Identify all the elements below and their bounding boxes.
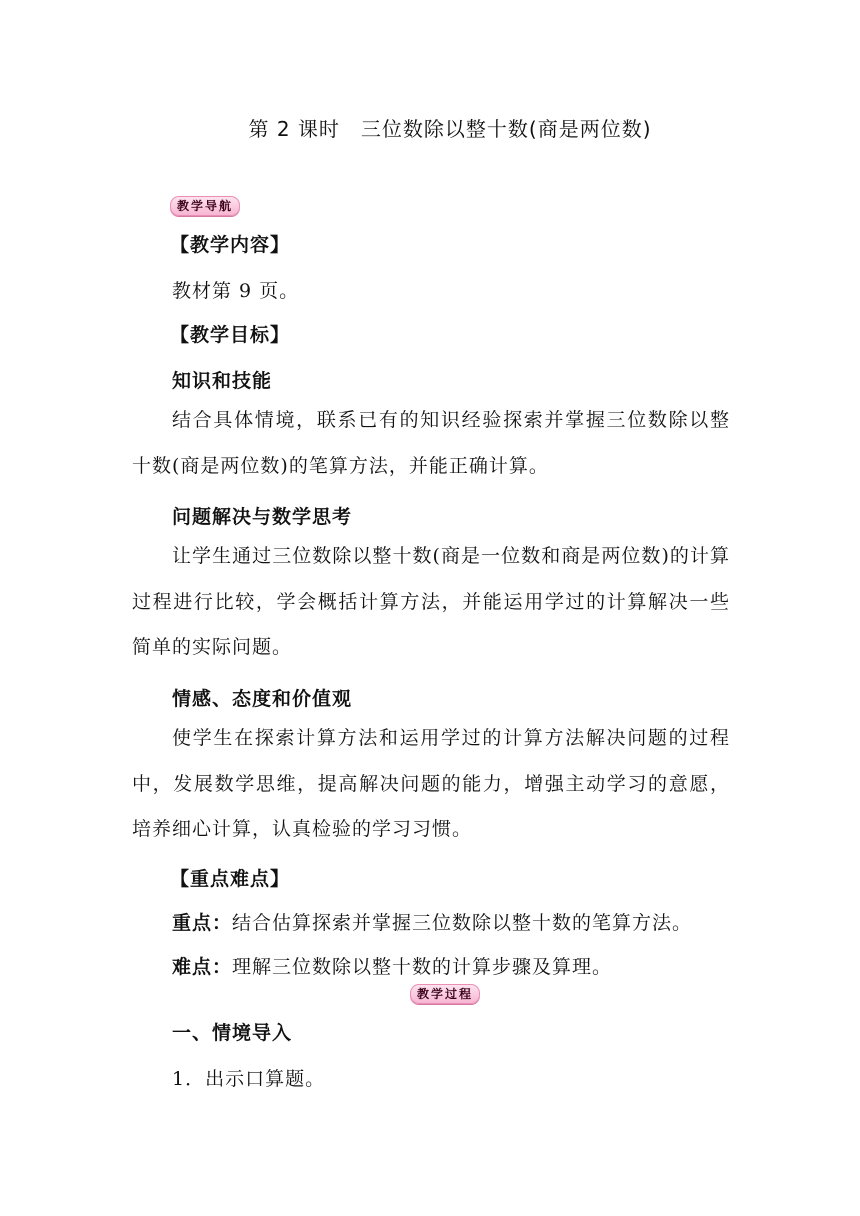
- content-text: 教材第 9 页。: [172, 280, 300, 302]
- difficult-point-line: [172, 952, 612, 979]
- problem-heading: 问题解决与数学思考: [172, 506, 353, 528]
- emotion-heading: 情感、态度和价值观: [172, 688, 353, 710]
- key-points-heading: 【重点难点】: [170, 868, 291, 890]
- problem-text: 让学生通过三位数除以整十数(商是一位数和商是两位数)的计算过程进行比较，学会概括计算方法，并能运用学过的计算解决一些简单的实际问题。: [132, 545, 730, 658]
- teaching-process-badge: 教学过程: [410, 984, 480, 1004]
- key-point-line: [172, 908, 692, 935]
- teaching-guide-badge: 教学导航: [170, 196, 240, 216]
- key-point-text: 结合估算探索并掌握三位数除以整十数的笔算方法。: [232, 912, 693, 934]
- difficult-point-text: 理解三位数除以整十数的计算步骤及算理。: [232, 956, 613, 978]
- intro-item-1: 1．出示口算题。: [172, 1068, 326, 1090]
- intro-heading: 一、情境导入: [172, 1022, 293, 1044]
- knowledge-heading: 知识和技能: [172, 370, 273, 392]
- key-point-label: 重点：: [172, 912, 233, 934]
- lesson-title: 第 2 课时 三位数除以整十数(商是两位数): [248, 117, 652, 141]
- emotion-text: 使学生在探索计算方法和运用学过的计算方法解决问题的过程中，发展数学思维，提高解决问题的能力，增强主动学习的意愿，培养细心计算，认真检验的学习习惯。: [132, 727, 730, 840]
- difficult-point-label: 难点：: [172, 956, 233, 978]
- content-heading: 【教学内容】: [170, 234, 291, 256]
- goals-heading: 【教学目标】: [170, 324, 291, 346]
- knowledge-text: 结合具体情境，联系已有的知识经验探索并掌握三位数除以整十数(商是两位数)的笔算方法，并能正确计算。: [132, 409, 730, 477]
